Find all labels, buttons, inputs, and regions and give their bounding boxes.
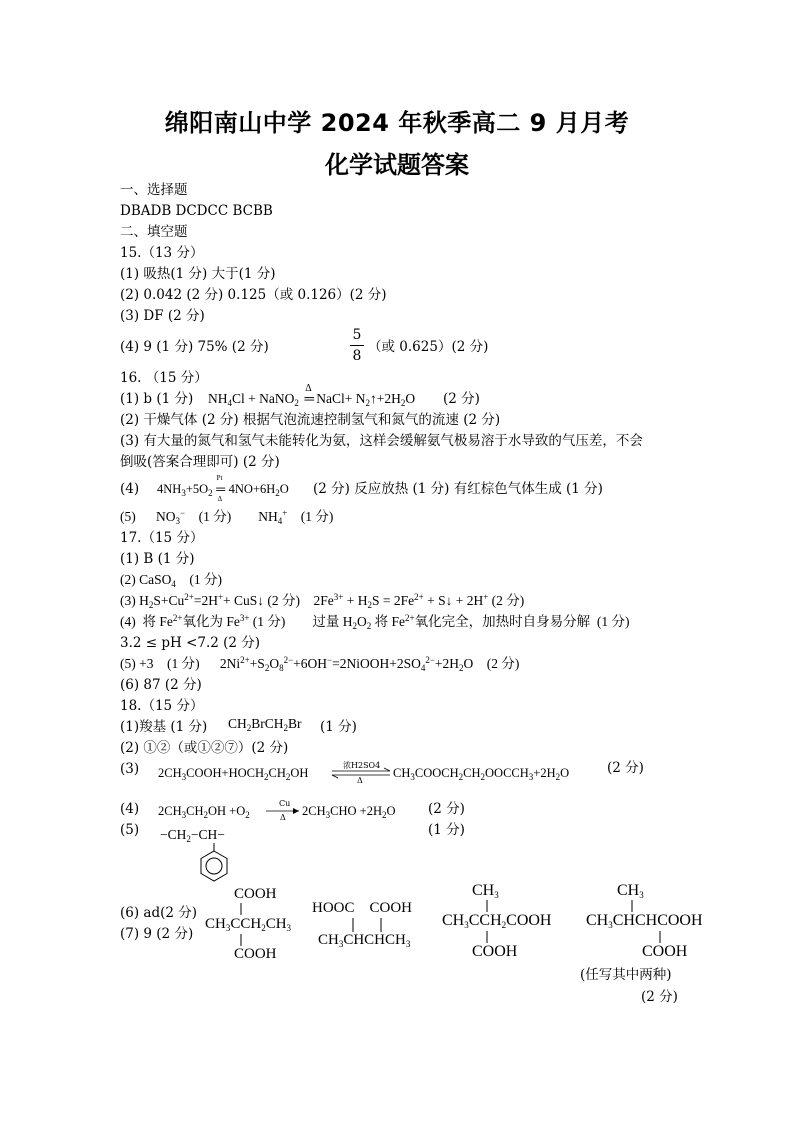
q18-line4-label: (4) — [120, 801, 140, 817]
q16-equation-1: $NH_4Cl$ + NaNO$_2$ Δ ═ NaCl+ $N_2↑+2H_2O$ — [208, 383, 416, 408]
isomer4-bottom-group: COOH — [642, 943, 688, 960]
bond-line — [486, 900, 488, 912]
q15-line4-alt: （或 0.625）(2 分) — [368, 339, 489, 355]
q18-formula-1: $CH_2BrCH_2Br$ — [228, 716, 302, 733]
bond-line — [486, 931, 488, 943]
reaction-condition-acid: 浓H2SO4 — [343, 761, 381, 770]
q16-line4-text: (2 分) 反应放热 (1 分) 有红棕色气体生成 (1 分) — [313, 481, 603, 497]
bond-line — [352, 918, 354, 932]
bond-line — [240, 934, 242, 946]
q18-esterification-right: $CH_3COOCH_2CH_2OOCCH_3+2H_2O$ — [393, 766, 570, 782]
bond-line — [380, 918, 382, 932]
q15-heading: 15.（13 分） — [120, 245, 204, 261]
heat-delta: Δ — [280, 813, 286, 822]
heat-delta: Δ — [217, 495, 223, 503]
q15-line4: (4) 9 (1 分) 75% (2 分) — [120, 339, 269, 355]
choice-answers: DBADB DCDCC BCBB — [120, 203, 273, 219]
q15-line2: (2) 0.042 (2 分) 0.125（或 0.126）(2 分) — [120, 287, 387, 303]
isomer1-main-chain: $CH_3CCH_2CH_3$ — [205, 916, 292, 933]
isomer2-top-groups: HOOC COOH — [312, 900, 413, 916]
q15-line1: (1) 吸热(1 分) 大于(1 分) — [120, 266, 276, 282]
q17-heading: 17.（15 分） — [120, 530, 204, 546]
q18-line3-label: (3) — [120, 761, 140, 777]
isomer4-main-chain: $CH_3CHCHCOOH$ — [586, 912, 703, 930]
section-heading-fill: 二、填空题 — [120, 224, 188, 240]
q18-line4-score: (2 分) — [428, 801, 465, 817]
isomer3-top-group: $CH_3$ — [472, 882, 499, 900]
q16-equation-2: $4NH_3+5O_2$ Pt ═ Δ $4NO+6H_2O$ — [157, 481, 289, 497]
q18-line1-score: (1 分) — [320, 719, 357, 735]
q15-fraction — [350, 327, 364, 364]
q16-line2: (2) 干燥气体 (2 分) 根据气泡流速控制氢气和氮气的流速 (2 分) — [120, 412, 501, 428]
q16-heading: 16. （15 分） — [120, 370, 208, 386]
q18-line2: (2) ①②（或①②⑦）(2 分) — [120, 740, 289, 756]
q15-line3: (3) DF (2 分) — [120, 308, 205, 324]
q18-line3-score: (2 分) — [607, 760, 644, 776]
q17-line3: (3) $H_2S+Cu^{2+}=2H^++$ CuS↓ (2 分) $2Fe^{3+} + H_2S = 2Fe^{2+}$ + S↓ + 2H+ (2 分) — [120, 592, 525, 610]
fraction-numerator: 5 — [352, 327, 362, 343]
isomer4-top-group: $CH_3$ — [617, 882, 644, 900]
q17-line6: (6) 87 (2 分) — [120, 677, 202, 693]
isomer3-main-chain: $CH_3CCH_2COOH$ — [442, 912, 552, 930]
catalyst-label: Pt — [216, 474, 223, 482]
q17-line4: (4) 将 $Fe^{2+}$氧化为 $Fe^{3+}$ (1 分) 过量 $H_2O_2$ 将 $Fe^{2+}$氧化完全，加热时自身易分解 (1 分) — [120, 613, 630, 631]
bond-line — [659, 931, 661, 943]
q16-line1: (1) b (1 分) — [120, 391, 194, 407]
section-heading-choice: 一、选择题 — [120, 182, 188, 198]
q18-line7: (7) 9 (2 分) — [120, 926, 194, 942]
q17-line1: (1) B (1 分) — [120, 551, 195, 567]
q16-line4-label: (4) — [120, 481, 140, 497]
q17-line5: (5) +3 (1 分) $2Ni^{2+}+S_2O_8^{2-}+6OH^-=2NiOOH+2SO_4^{2-}+2H_2O$ (2 分) — [120, 655, 520, 673]
q16-line3: (3) 有大量的氮气和氢气未能转化为氨，这样会缓解氨气极易溶于水导致的气压差，不会 — [120, 433, 643, 449]
q17-line4-ph: 3.2 ≤ pH <7.2 (2 分) — [120, 635, 261, 651]
q18-oxidation-right: $2CH_3CHO +2H_2O$ — [302, 804, 396, 820]
q17-line2: (2) CaSO$_4$ (1 分) — [120, 572, 222, 589]
heat-delta: Δ — [357, 776, 363, 785]
benzene-ring-icon — [190, 843, 230, 887]
isomer2-main-chain: $CH_3CHCHCH_3$ — [318, 932, 411, 949]
isomer3-bottom-group: COOH — [472, 943, 518, 960]
isomer1-top-group: COOH — [234, 886, 277, 902]
fraction-bar — [350, 345, 364, 346]
q18-line5-score: (1 分) — [428, 822, 465, 838]
isomer1-bottom-group: COOH — [234, 946, 277, 962]
q16-line1-score: (2 分) — [443, 391, 480, 407]
fraction-denominator: 8 — [352, 348, 362, 364]
q16-line5: (5) $NO_3^-$ (1 分) $NH_4^+$ (1 分) — [120, 508, 334, 526]
reaction-condition-catalyst: Cu — [279, 799, 291, 808]
q18-esterification-left: $2CH_3COOH+HOCH_2CH_2OH$ — [158, 766, 309, 782]
isomer-note: (任写其中两种) — [580, 967, 672, 983]
page-subtitle: 化学试题答案 — [325, 151, 469, 179]
q18-oxidation-left: $2CH_3CH_2OH +O_2$ — [158, 804, 250, 820]
q18-line6: (6) ad(2 分) — [120, 905, 198, 921]
polystyrene-repeat-unit: $-CH_2-CH-$ — [160, 827, 225, 844]
q16-line3-cont: 倒吸(答案合理即可) (2 分) — [120, 454, 280, 470]
q18-heading: 18.（15 分） — [120, 698, 204, 714]
q18-line1: (1)羧基 (1 分) — [120, 719, 208, 735]
heat-delta: Δ — [305, 383, 312, 394]
bond-line — [631, 900, 633, 912]
bond-line — [240, 903, 242, 915]
page-title: 绵阳南山中学 2024 年秋季高二 9 月月考 — [164, 109, 630, 137]
isomer-note-score: (2 分) — [641, 989, 678, 1005]
q18-line5-label: (5) — [120, 822, 140, 838]
